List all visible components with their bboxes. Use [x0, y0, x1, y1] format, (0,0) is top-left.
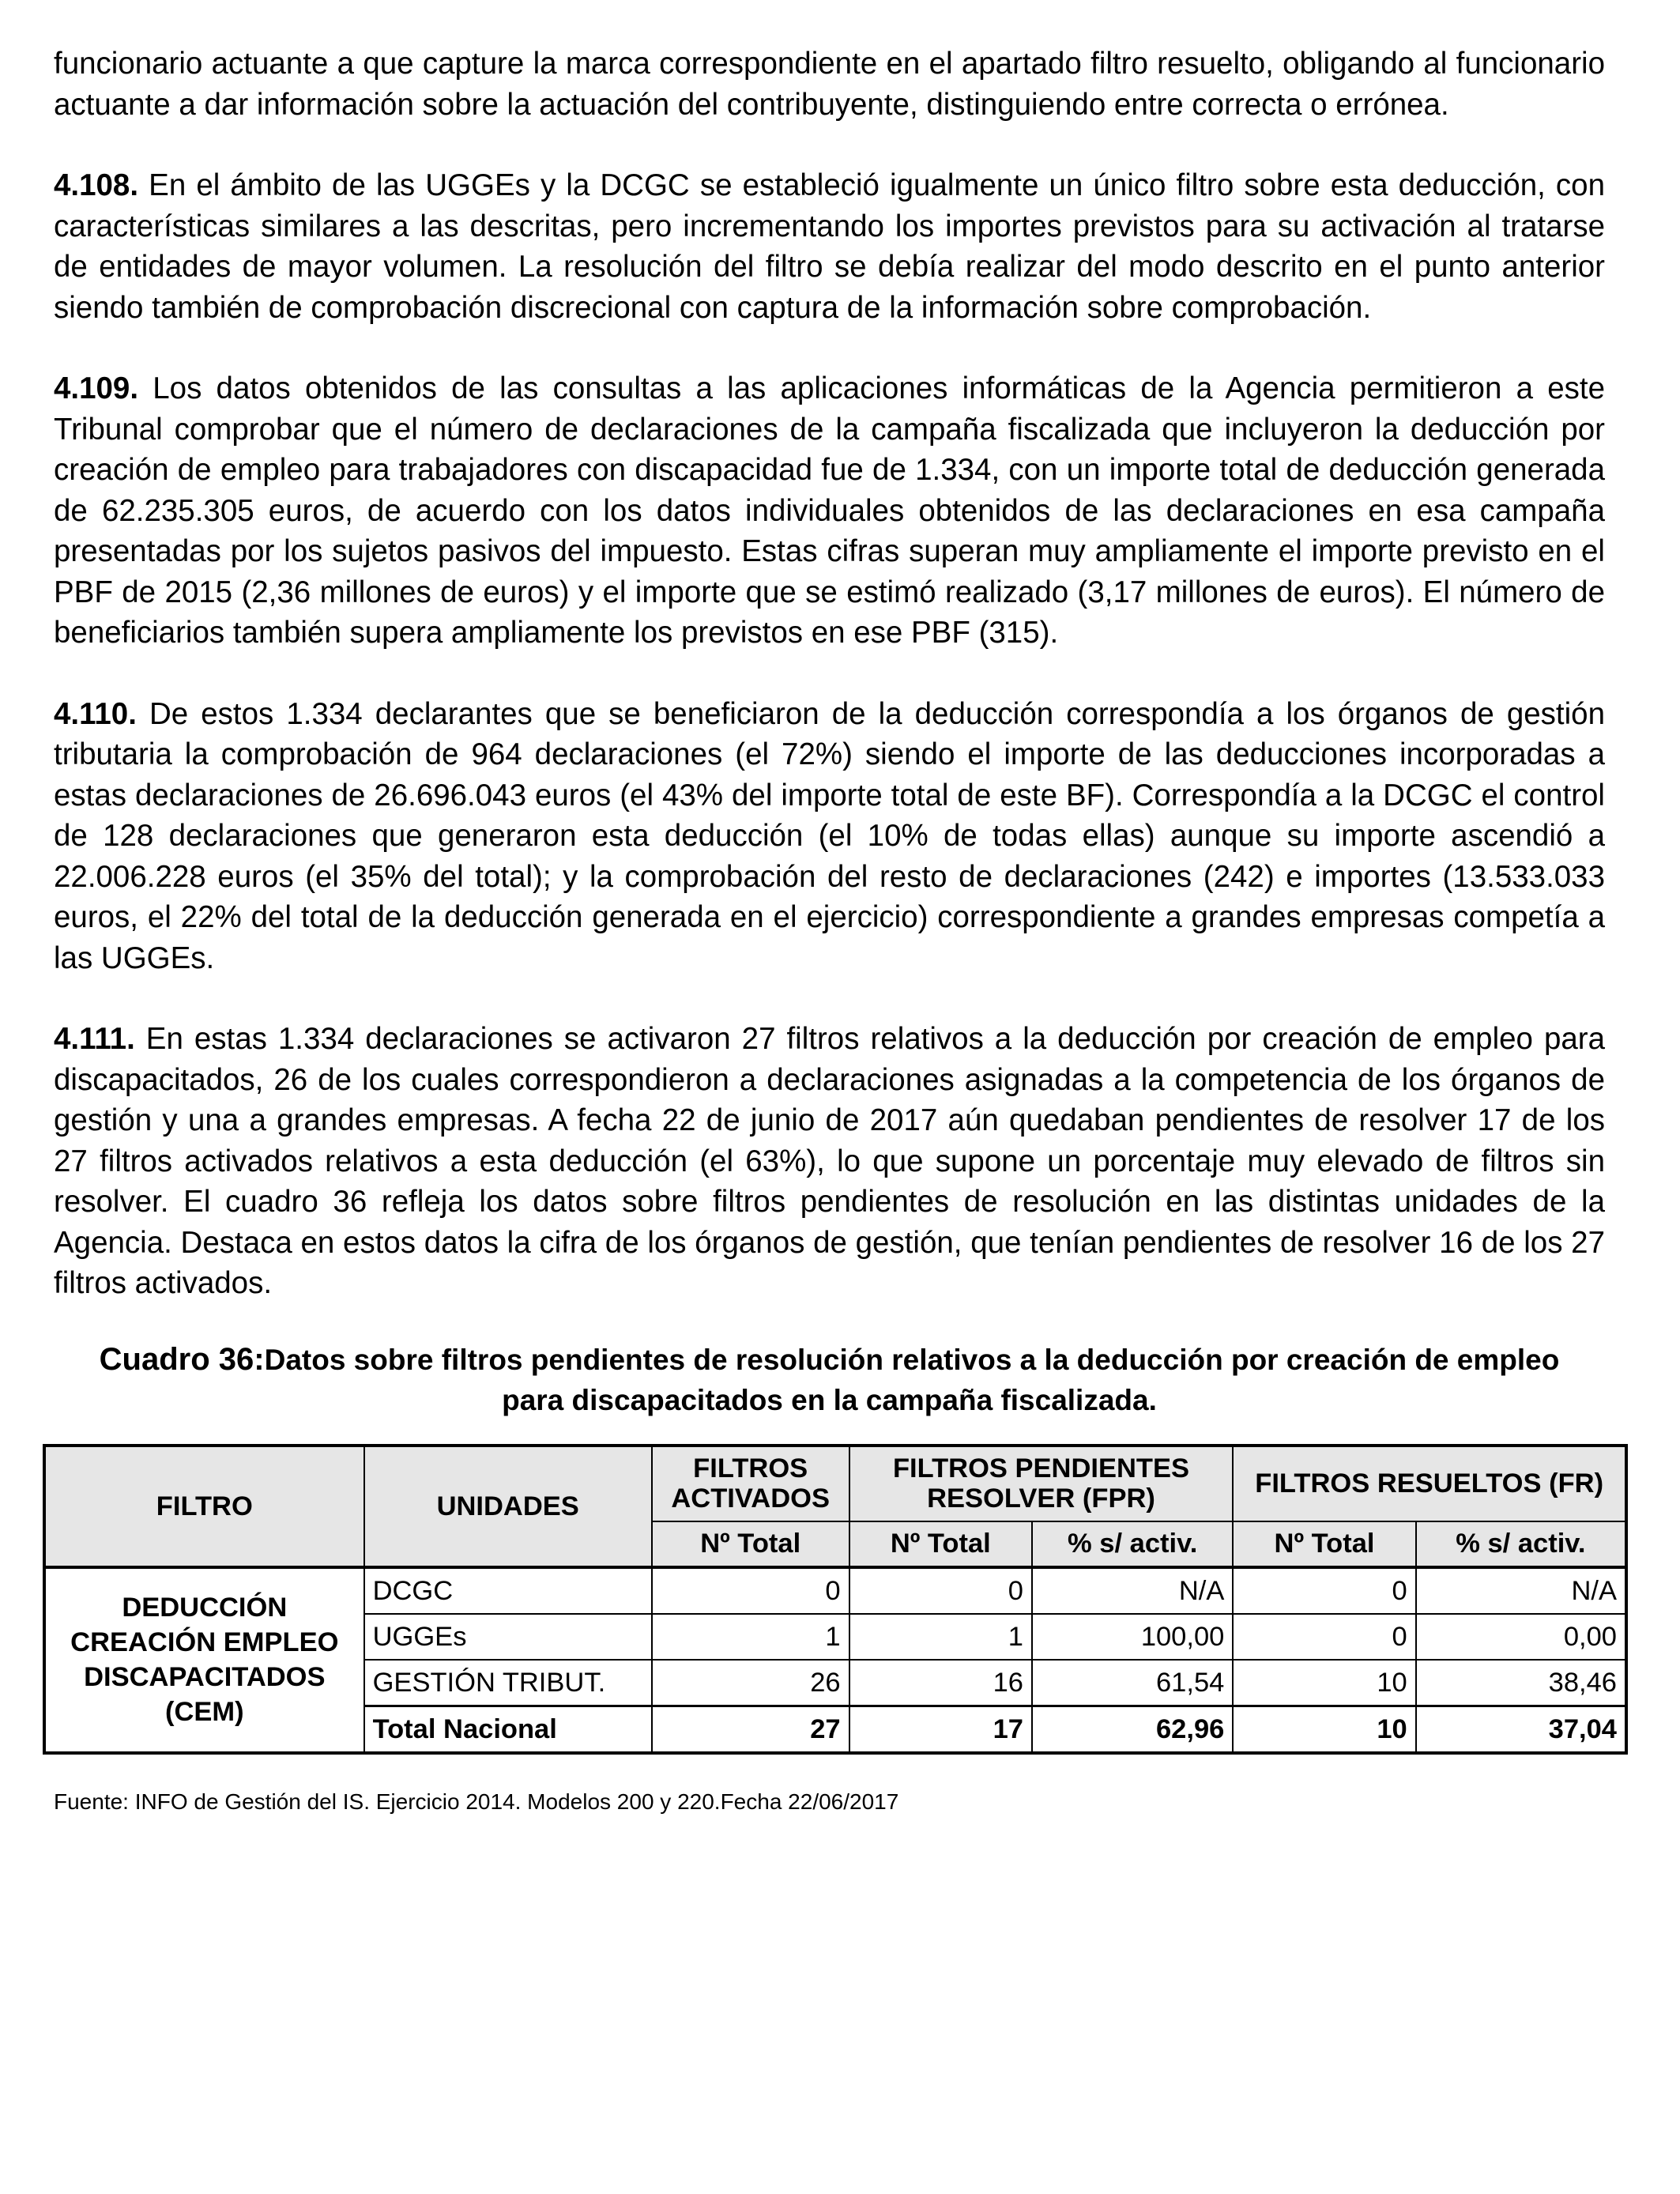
header-filtro: FILTRO	[44, 1446, 364, 1567]
table-caption	[85, 1340, 1573, 1420]
paragraph-text: En estas 1.334 declaraciones se activaron 27 filtros relativos a la deducción por creación de empleo para discapacitados, 26 de los cuales correspondieron a declaraciones asignadas a la competencia de los órganos de gestión y una a grandes empresas. A fecha 22 de junio de 2017 aún quedaban pendientes de resolver 17 de los 27 filtros activados relativos a esta deducción (el 63%), lo que supone un porcentaje muy elevado de filtros sin resolver. El cuadro 36 refleja los datos sobre filtros pendientes de resolución en las distintas unidades de la Agencia. Destaca en estos datos la cifra de los órganos de gestión, que tenían pendientes de resolver 16 de los 27 filtros activados.	[54, 1022, 1605, 1300]
cell-fpr-total: 17	[849, 1706, 1032, 1753]
paragraph-4-110	[54, 694, 1605, 979]
cell-fpr-total: 1	[849, 1614, 1032, 1660]
caption-text: Datos sobre filtros pendientes de resolución relativos a la deducción por creación de empleo para discapacitados en la campaña fiscalizada.	[264, 1343, 1560, 1416]
header-pendientes: FILTROS PENDIENTES RESOLVER (FPR)	[849, 1446, 1234, 1521]
paragraph-number: 4.110.	[54, 696, 137, 731]
subheader-fr-total: Nº Total	[1233, 1521, 1415, 1567]
cell-fpr-pct: N/A	[1032, 1567, 1233, 1614]
cell-unit: GESTIÓN TRIBUT.	[364, 1660, 652, 1706]
cell-fr-pct: N/A	[1416, 1567, 1626, 1614]
subheader-activados-total: Nº Total	[652, 1521, 849, 1567]
paragraph-4-108	[54, 165, 1605, 328]
subheader-fpr-pct: % s/ activ.	[1032, 1521, 1233, 1567]
cell-activados: 1	[652, 1614, 849, 1660]
subheader-fr-pct: % s/ activ.	[1416, 1521, 1626, 1567]
cell-unit: DCGC	[364, 1567, 652, 1614]
paragraph-number: 4.109.	[54, 371, 139, 405]
header-resueltos: FILTROS RESUELTOS (FR)	[1233, 1446, 1626, 1521]
cell-fpr-pct: 62,96	[1032, 1706, 1233, 1753]
filter-group-label: DEDUCCIÓN CREACIÓN EMPLEO DISCAPACITADOS (CEM)	[44, 1567, 364, 1753]
cell-fr-total: 10	[1233, 1660, 1415, 1706]
header-unidades: UNIDADES	[364, 1446, 652, 1567]
cell-fr-total: 0	[1233, 1567, 1415, 1614]
document-page	[54, 43, 1617, 1822]
paragraph-text: En el ámbito de las UGGEs y la DCGC se estableció igualmente un único filtro sobre esta deducción, con características similares a las descritas, pero incrementando los importes previstos para su activación al tratarse de entidades de mayor volumen. La resolución del filtro se debía realizar del modo descrito en el punto anterior siendo también de comprobación discrecional con captura de la información sobre comprobación.	[54, 168, 1605, 325]
cell-fpr-pct: 61,54	[1032, 1660, 1233, 1706]
cell-activados: 27	[652, 1706, 849, 1753]
paragraph-text: funcionario actuante a que capture la marca correspondiente en el apartado filtro resuelto, obligando al funcionario actuante a dar información sobre la actuación del contribuyente, distinguiendo entre correcta o errónea.	[54, 47, 1605, 122]
header-activados: FILTROS ACTIVADOS	[652, 1446, 849, 1521]
cell-fpr-total: 16	[849, 1660, 1032, 1706]
cell-activados: 26	[652, 1660, 849, 1706]
cell-activados: 0	[652, 1567, 849, 1614]
cell-fr-total: 10	[1233, 1706, 1415, 1753]
paragraph-text: De estos 1.334 declarantes que se beneficiaron de la deducción correspondía a los órganos de gestión tributaria la comprobación de 964 declaraciones (el 72%) siendo el importe de las deducciones incorporadas a estas declaraciones de 26.696.043 euros (el 43% del importe total de este BF). Correspondía a la DCGC el control de 128 declaraciones que generaron esta deducción (el 10% de todas ellas) aunque su importe ascendió a 22.006.228 euros (el 35% del total); y la comprobación del resto de declaraciones (242) e importes (13.533.033 euros, el 22% del total de la deducción generada en el ejercicio) correspondiente a grandes empresas competía a las UGGEs.	[54, 696, 1605, 975]
paragraph-4-111	[54, 1019, 1605, 1304]
subheader-fpr-total: Nº Total	[849, 1521, 1032, 1567]
paragraph-4-109	[54, 368, 1605, 654]
paragraph-text: Los datos obtenidos de las consultas a las aplicaciones informáticas de la Agencia permitieron a este Tribunal comprobar que el número de declaraciones de la campaña fiscalizada que incluyeron la deducción por creación de empleo para trabajadores con discapacidad fue de 1.334, con un importe total de deducción generada de 62.235.305 euros, de acuerdo con los datos individuales obtenidos de las declaraciones en esa campaña presentadas por los sujetos pasivos del impuesto. Estas cifras superan muy ampliamente el importe previsto en el PBF de 2015 (2,36 millones de euros) y el importe que se estimó realizado (3,17 millones de euros). El número de beneficiarios también supera ampliamente los previstos en ese PBF (315).	[54, 371, 1605, 650]
cell-fr-pct: 0,00	[1416, 1614, 1626, 1660]
cell-fr-total: 0	[1233, 1614, 1415, 1660]
filters-table	[43, 1444, 1628, 1755]
paragraph-continuation	[54, 43, 1605, 125]
table-source: Fuente: INFO de Gestión del IS. Ejercicio 2014. Modelos 200 y 220.Fecha 22/06/2017	[54, 1789, 899, 1814]
table-row	[44, 1567, 1626, 1614]
caption-label: Cuadro 36:	[99, 1341, 265, 1377]
cell-unit: Total Nacional	[364, 1706, 652, 1753]
cell-fpr-total: 0	[849, 1567, 1032, 1614]
cell-unit: UGGEs	[364, 1614, 652, 1660]
cell-fpr-pct: 100,00	[1032, 1614, 1233, 1660]
cell-fr-pct: 37,04	[1416, 1706, 1626, 1753]
cell-fr-pct: 38,46	[1416, 1660, 1626, 1706]
paragraph-number: 4.111.	[54, 1022, 135, 1056]
paragraph-number: 4.108.	[54, 168, 139, 202]
